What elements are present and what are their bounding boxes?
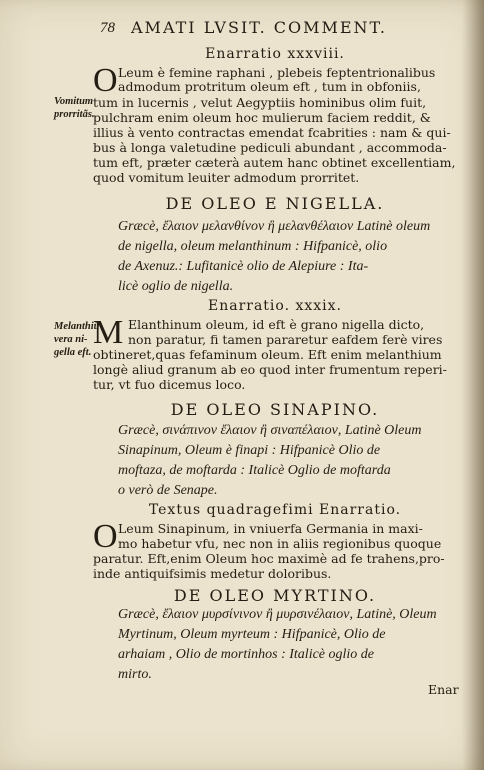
synonym-line: Græcè, ἔλαιον μελανθίνον ἢ μελανθέλαιον Latinè oleum bbox=[118, 219, 431, 234]
page-number: 78 bbox=[100, 20, 115, 36]
gutter-shadow bbox=[462, 0, 484, 770]
drop-cap: M bbox=[93, 314, 124, 351]
synonym-line: Græcè, ἔλαιον μυρσίνινον ἢ μυρσινέλαιον, Latinè, Oleum bbox=[118, 607, 437, 622]
synonym-line: Myrtinum, Oleum myrteum : Hifpanicè, Olio de bbox=[118, 627, 386, 642]
synonym-line: moftaza, de moftarda : Italicè Oglio de moftarda bbox=[118, 463, 391, 478]
text-line: illius à vento contractas emendat fcabrities : nam & qui- bbox=[93, 125, 451, 140]
section-title-myrtino: DE OLEO MYRTINO. bbox=[173, 586, 377, 605]
running-title: AMATI LVSIT. COMMENT. bbox=[131, 18, 387, 37]
text-line: inde antiquifsimis medetur doloribus. bbox=[93, 566, 332, 581]
text-line: Leum è femine raphani , plebeis feptentrionalibus bbox=[118, 65, 436, 80]
section-title-nigella: DE OLEO E NIGELLA. bbox=[165, 194, 385, 213]
margin-note-line: Vomitum bbox=[54, 96, 94, 107]
margin-note-line: vera ni- bbox=[54, 334, 88, 345]
text-line: longè aliud granum ab eo quod inter frumentum reperi- bbox=[93, 362, 447, 377]
drop-cap: O bbox=[93, 62, 118, 99]
text-line: admodum protritum oleum eft , tum in obfoniis, bbox=[118, 79, 421, 94]
text-line: paratur. Eft,enim Oleum hoc maximè ad fe trahens,pro- bbox=[93, 551, 445, 566]
text-line: obtineret,quas fefaminum oleum. Eft enim melanthium bbox=[93, 347, 442, 362]
text-line: Leum Sinapinum, in vniuerfa Germania in maxi- bbox=[118, 521, 423, 536]
text-line: tum in lucernis , velut Aegyptiis hominibus olim fuit, bbox=[93, 95, 427, 110]
text-line: tum eft, præter cæterà autem hanc obtinet excellentiam, bbox=[93, 155, 456, 170]
text-line: non paratur, fi tamen pararetur eafdem ferè vires bbox=[128, 332, 443, 347]
synonym-line: de nigella, oleum melanthinum : Hifpanicè, olio bbox=[118, 239, 388, 254]
drop-cap: O bbox=[93, 518, 118, 555]
text-line: quod vomitum leuiter admodum prorritet. bbox=[93, 170, 360, 185]
margin-note-line: gella eft. bbox=[54, 347, 92, 358]
text-line: bus à longa valetudine pediculi abundant , accommoda- bbox=[93, 140, 447, 155]
enarratio-38-heading: Enarratio xxxviii. bbox=[205, 46, 345, 62]
synonym-line: arhaiam , Olio de mortinhos : Italicè oglio de bbox=[118, 647, 374, 662]
margin-note-line: Melanthiũ bbox=[54, 321, 100, 332]
text-line: tur, vt fuo dicemus loco. bbox=[93, 377, 246, 392]
margin-note-line: prorritãs. bbox=[54, 109, 95, 120]
section-title-sinapino: DE OLEO SINAPINO. bbox=[170, 400, 380, 419]
synonym-line: mirto. bbox=[118, 667, 152, 682]
synonym-line: o verò de Senape. bbox=[118, 483, 218, 498]
catchword: Enar bbox=[428, 682, 459, 697]
textus-40-heading: Textus quadragefimi Enarratio. bbox=[148, 502, 402, 518]
text-line: pulchram enim oleum hoc mulierum faciem reddit, & bbox=[93, 110, 431, 125]
enarratio-39-heading: Enarratio. xxxix. bbox=[207, 298, 342, 314]
text-line: mo habetur vfu, nec non in aliis regionibus quoque bbox=[118, 536, 442, 551]
margin-note-1 bbox=[54, 95, 95, 121]
synonym-line: Sinapinum, Oleum è finapi : Hifpanicè Olio de bbox=[118, 443, 381, 458]
synonym-line: Græcè, σινάπινον ἔλαιον ἢ σιναπέλαιον, Latinè Oleum bbox=[118, 423, 422, 438]
synonym-line: de Axenuz.: Lufitanicè olio de Alepiure : Ita- bbox=[118, 259, 369, 274]
text-line: Elanthinum oleum, id eft è grano nigella dicto, bbox=[128, 317, 425, 332]
synonym-line: licè oglio de nigella. bbox=[118, 279, 234, 294]
